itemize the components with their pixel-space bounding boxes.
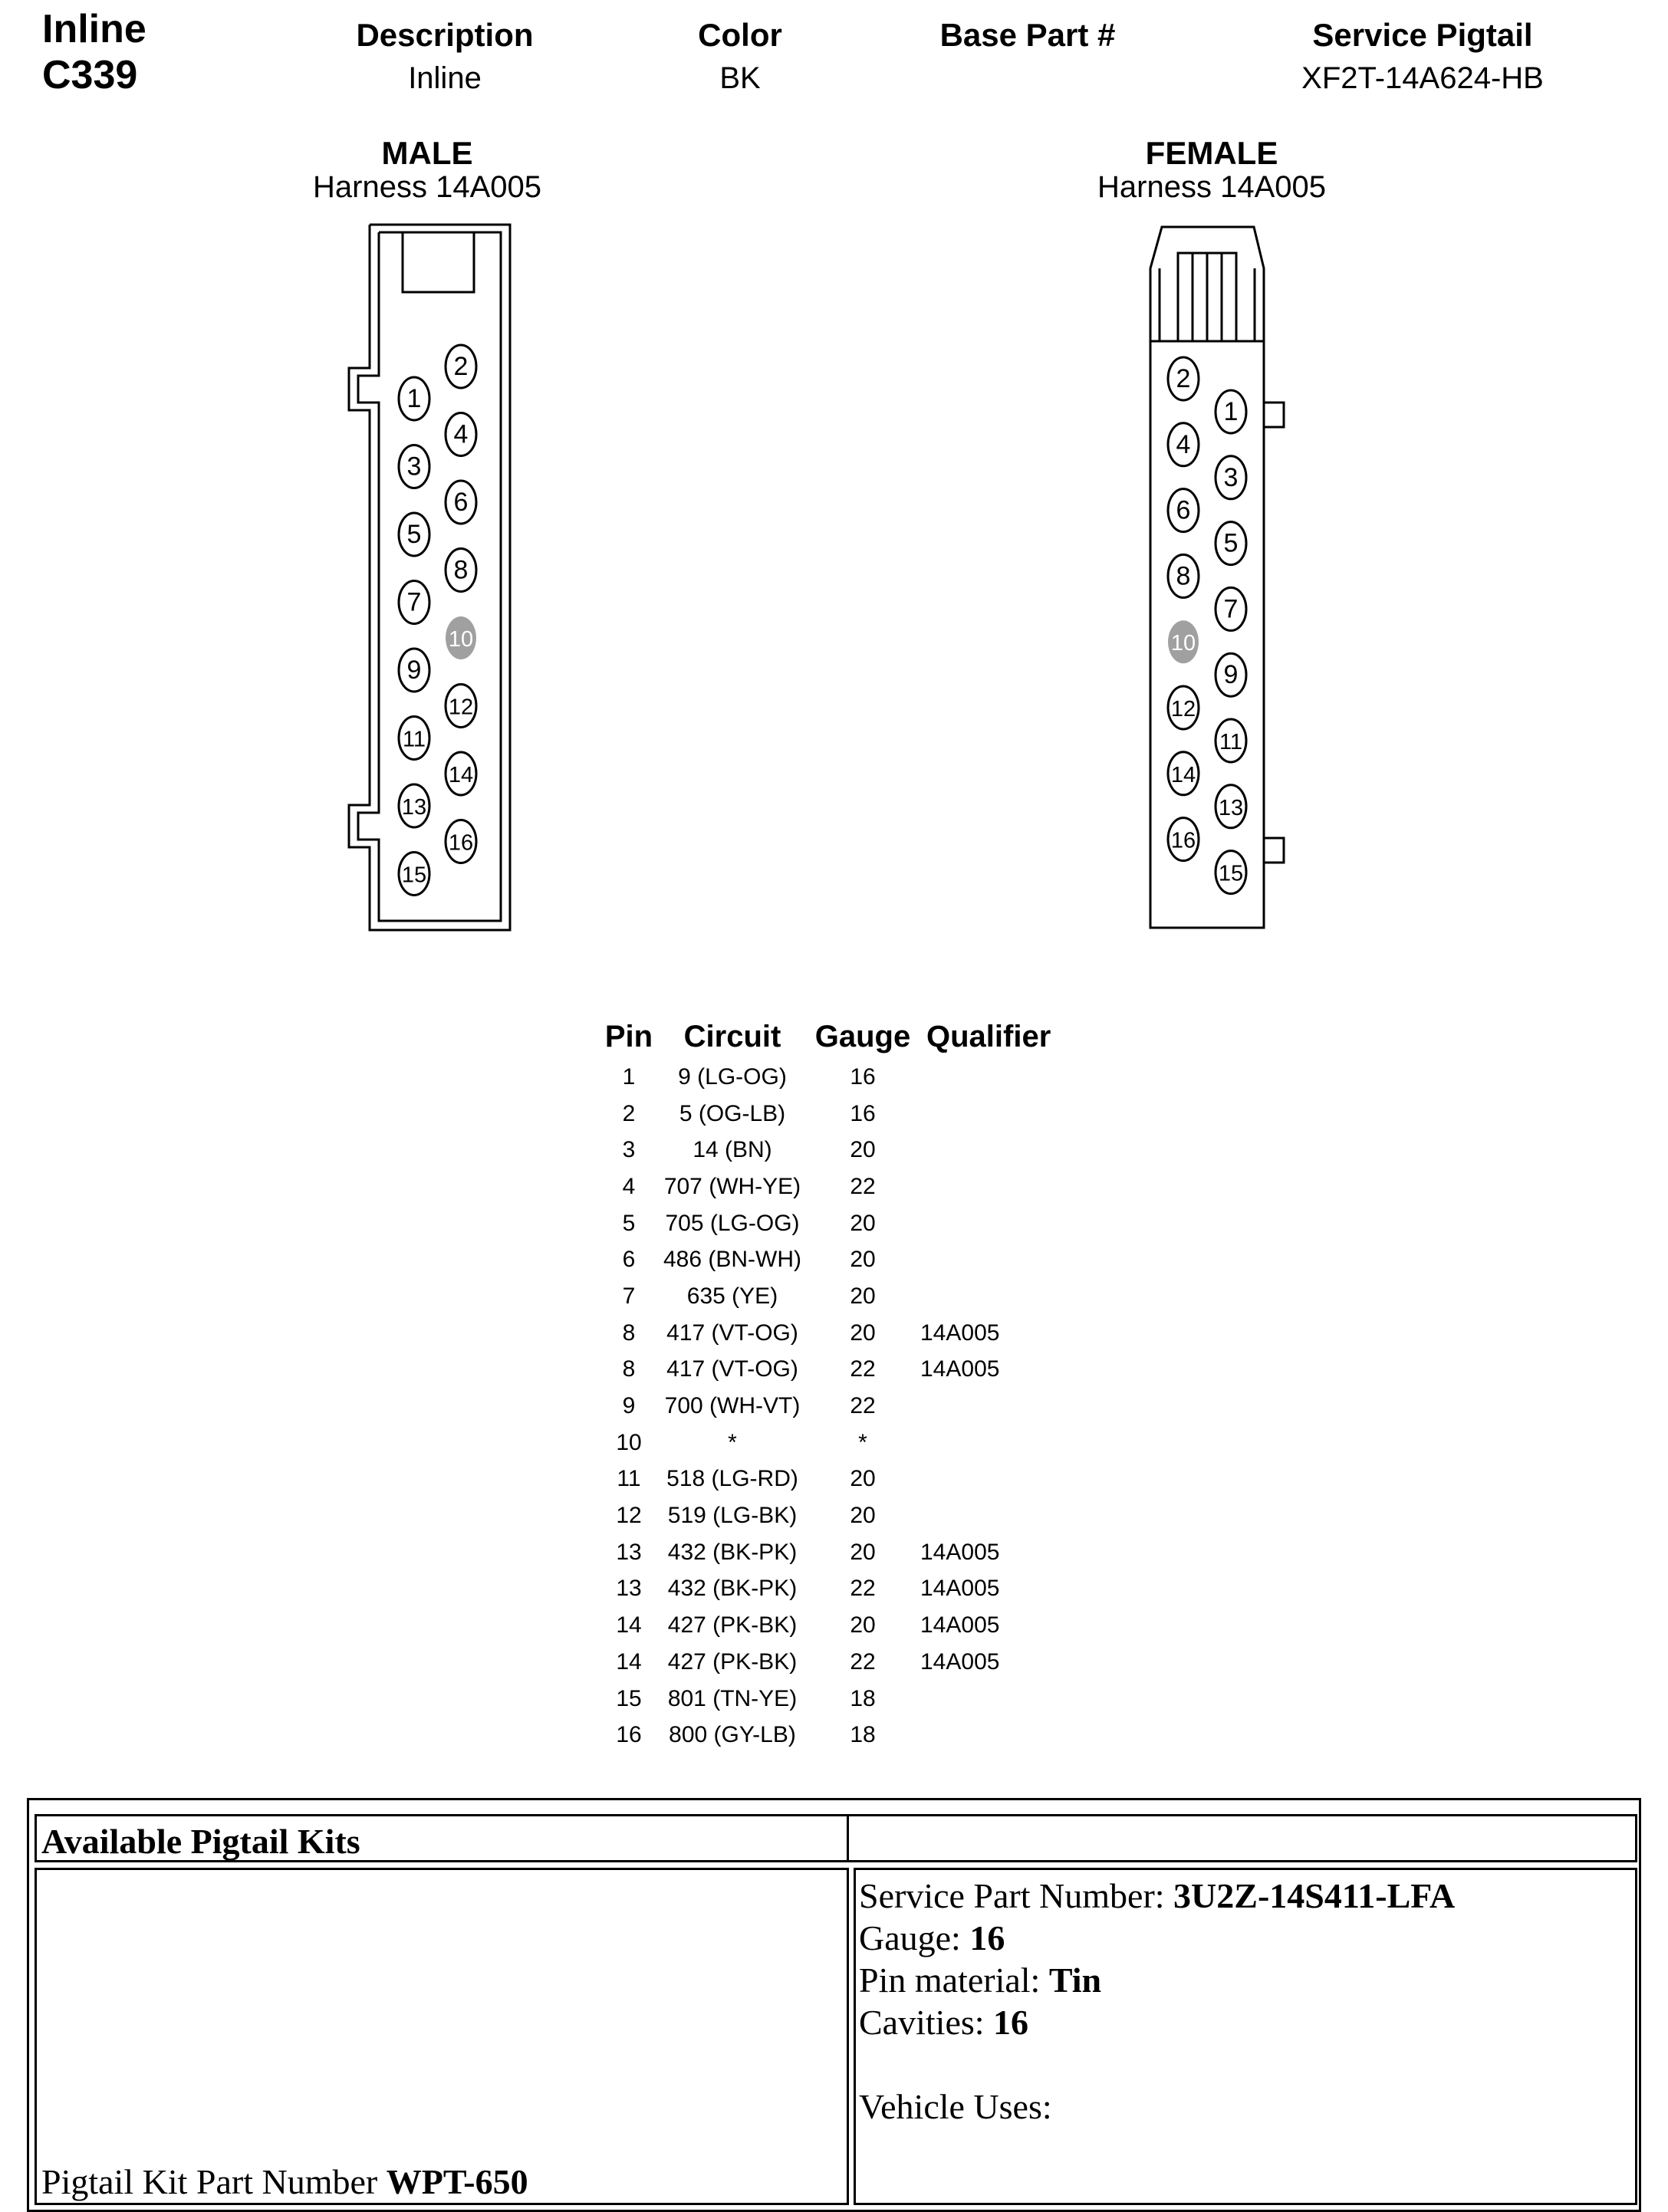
pin-cell: 11 [617, 1466, 641, 1492]
pigtail-kit-part-line [41, 2161, 528, 2203]
pin-cell: 14 [616, 1612, 642, 1638]
female-title: FEMALE [1145, 135, 1278, 171]
female-cavity-label: 14 [1170, 762, 1196, 787]
female-cavity-label: 2 [1176, 364, 1191, 393]
pigtail-kits-heading-box [35, 1814, 849, 1862]
qualifier-cell [920, 1168, 1074, 1205]
male-cavity-label: 12 [448, 695, 474, 720]
male-cavity-label: 3 [406, 452, 422, 482]
male-cavity-label: 10 [448, 627, 474, 652]
gauge-cell: 22 [850, 1648, 876, 1675]
description-header: Description [356, 17, 534, 53]
female-cavity-9 [1216, 653, 1246, 696]
pin-table-row [598, 1132, 1074, 1168]
pin-material-label: Pin material: [859, 1961, 1041, 2000]
qualifier-cell [920, 1425, 1074, 1461]
pin-cell: 15 [616, 1685, 642, 1711]
connector-type-label: Inline [42, 7, 146, 51]
pigtail-kit-number: WPT-650 [386, 2162, 528, 2201]
service-part-box [854, 1868, 1637, 2205]
gauge-line [859, 1917, 1455, 1959]
female-cavity-label: 13 [1218, 795, 1244, 820]
pin-cell: 2 [622, 1100, 636, 1126]
gauge-cell: 20 [850, 1466, 876, 1492]
pigtail-kits-heading-right-box [849, 1814, 1637, 1862]
female-cavity-label: 15 [1218, 861, 1244, 886]
pigtail-kit-part-box [35, 1868, 849, 2205]
gauge-cell: 22 [850, 1393, 876, 1419]
qualifier-cell [920, 1241, 1074, 1278]
circuit-cell: 801 (TN-YE) [667, 1685, 798, 1711]
pin-table-row [598, 1315, 1074, 1352]
pin-cell: 13 [616, 1576, 642, 1602]
female-cavity-8 [1168, 554, 1199, 597]
pin-cell: 5 [622, 1210, 636, 1236]
cavity-group [399, 345, 1246, 896]
male-cavity-label: 5 [406, 520, 422, 549]
vehicle-uses-label: Vehicle Uses: [859, 2087, 1052, 2126]
pigtail-kit-label: Pigtail Kit Part Number [41, 2162, 378, 2201]
male-cavity-label: 1 [406, 384, 422, 413]
service-part-value: 3U2Z-14S411-LFA [1173, 1876, 1456, 1915]
qualifier-cell: 14A005 [920, 1612, 1000, 1638]
pin-table-row [598, 1497, 1074, 1534]
gauge-cell: 20 [850, 1503, 876, 1529]
qualifier-cell [920, 1205, 1074, 1242]
male-cavity-1 [399, 377, 429, 420]
service-pigtail-value: XF2T-14A624-HB [1301, 61, 1544, 95]
gauge-cell: 20 [850, 1612, 876, 1638]
female-cavity-10 [1168, 620, 1199, 663]
circuit-cell: 9 (LG-OG) [678, 1063, 787, 1090]
pin-table-row [598, 1681, 1074, 1717]
gauge-cell: 16 [850, 1063, 876, 1090]
circuit-cell: 800 (GY-LB) [669, 1722, 796, 1748]
pin-cell: 16 [616, 1722, 642, 1748]
gauge-cell: 18 [850, 1685, 876, 1711]
circuit-cell: 700 (WH-VT) [664, 1393, 801, 1419]
gauge-cell: 20 [850, 1320, 876, 1346]
gauge-cell: 22 [850, 1173, 876, 1199]
male-cavity-label: 11 [402, 727, 426, 752]
circuit-cell: 432 (BK-PK) [667, 1539, 798, 1565]
female-cavity-15 [1216, 851, 1246, 894]
pin-cell: 7 [622, 1283, 636, 1309]
pin-table-header-row [598, 1020, 1074, 1059]
service-part-label: Service Part Number: [859, 1876, 1165, 1915]
pin-cell: 13 [616, 1539, 642, 1565]
qualifier-cell: 14A005 [920, 1576, 1000, 1602]
male-cavity-label: 4 [453, 419, 469, 449]
female-cavity-16 [1168, 818, 1199, 861]
female-cavity-label: 9 [1223, 660, 1239, 690]
pin-table-row [598, 1241, 1074, 1278]
color-header: Color [698, 17, 782, 53]
pin-column-header: Pin [604, 1020, 653, 1053]
qualifier-cell [920, 1388, 1074, 1425]
qualifier-cell [920, 1278, 1074, 1315]
gauge-cell: 16 [850, 1100, 876, 1126]
pin-cell: 6 [622, 1247, 636, 1273]
qualifier-cell [920, 1717, 1074, 1753]
female-cavity-label: 8 [1176, 561, 1191, 591]
female-cavity-5 [1216, 522, 1246, 565]
circuit-cell: 5 (OG-LB) [679, 1100, 786, 1126]
pin-cell: 8 [622, 1356, 636, 1382]
male-cavity-14 [446, 752, 476, 795]
pin-table-row [598, 1717, 1074, 1753]
male-cavity-label: 6 [453, 488, 469, 517]
female-cavity-label: 12 [1170, 697, 1196, 721]
qualifier-cell [920, 1497, 1074, 1534]
pin-cell: 9 [622, 1393, 636, 1419]
pin-table-row [598, 1278, 1074, 1315]
female-cavity-4 [1168, 423, 1199, 466]
male-cavity-label: 9 [406, 656, 422, 685]
female-cavity-7 [1216, 587, 1246, 630]
female-cavity-label: 1 [1223, 397, 1239, 426]
gauge-cell: 22 [850, 1576, 876, 1602]
cavities-line [859, 2001, 1455, 2043]
circuit-cell: 519 (LG-BK) [667, 1503, 798, 1529]
gauge-cell: 20 [850, 1247, 876, 1273]
pin-table-row [598, 1607, 1074, 1644]
qualifier-cell [920, 1132, 1074, 1168]
male-cavity-label: 8 [453, 555, 469, 585]
female-cavity-label: 6 [1176, 495, 1191, 525]
qualifier-cell [920, 1681, 1074, 1717]
male-title: MALE [381, 135, 473, 171]
male-cavity-6 [446, 481, 476, 524]
gauge-cell: 20 [850, 1210, 876, 1236]
pin-cell: 14 [616, 1648, 642, 1675]
qualifier-cell: 14A005 [920, 1320, 1000, 1346]
pin-cell: 1 [622, 1063, 636, 1090]
female-cavity-13 [1216, 785, 1246, 828]
male-cavity-12 [446, 685, 476, 728]
circuit-column-header: Circuit [683, 1020, 781, 1053]
female-cavity-3 [1216, 456, 1246, 499]
male-cavity-label: 14 [448, 763, 474, 787]
female-cavity-label: 11 [1219, 730, 1243, 754]
gauge-column-header: Gauge [814, 1020, 911, 1053]
male-cavity-10 [446, 616, 476, 659]
circuit-cell: 705 (LG-OG) [665, 1210, 800, 1236]
female-harness: Harness 14A005 [1097, 170, 1326, 204]
circuit-cell: 707 (WH-YE) [663, 1173, 801, 1199]
service-pigtail-header: Service Pigtail [1312, 17, 1533, 53]
female-cavity-14 [1168, 752, 1199, 795]
male-connector-body [349, 225, 510, 930]
circuit-cell: 518 (LG-RD) [666, 1466, 798, 1492]
pin-material-value: Tin [1048, 1961, 1102, 2000]
circuit-cell: 14 (BN) [693, 1137, 772, 1163]
pin-table-row [598, 1644, 1074, 1681]
female-cavity-label: 10 [1170, 631, 1196, 656]
male-cavity-5 [399, 513, 429, 556]
pin-cell: 4 [622, 1173, 636, 1199]
qualifier-cell: 14A005 [920, 1356, 1000, 1382]
male-cavity-label: 15 [401, 863, 427, 888]
gauge-cell: 22 [850, 1356, 876, 1382]
circuit-cell: 432 (BK-PK) [667, 1576, 798, 1602]
gauge-label: Gauge: [859, 1918, 961, 1957]
female-cavity-12 [1168, 686, 1199, 729]
male-cavity-label: 7 [406, 587, 422, 617]
pin-table-row [598, 1388, 1074, 1425]
male-cavity-3 [399, 445, 429, 488]
connector-diagrams [0, 0, 1668, 997]
male-cavity-9 [399, 649, 429, 692]
male-cavity-label: 2 [453, 352, 469, 381]
circuit-cell: 427 (PK-BK) [667, 1648, 798, 1675]
description-value: Inline [408, 61, 482, 95]
male-harness: Harness 14A005 [313, 170, 541, 204]
pin-table-row [598, 1534, 1074, 1571]
pin-cell: 8 [622, 1320, 636, 1346]
circuit-cell: 427 (PK-BK) [667, 1612, 798, 1638]
female-cavity-label: 4 [1176, 429, 1191, 459]
pin-table-row [598, 1425, 1074, 1461]
gauge-cell: 20 [850, 1137, 876, 1163]
female-cavity-11 [1216, 719, 1246, 762]
male-cavity-13 [399, 784, 429, 827]
cavities-value: 16 [993, 2003, 1029, 2042]
service-part-line [859, 1875, 1455, 1917]
female-cavity-6 [1168, 489, 1199, 532]
base-part-header: Base Part # [939, 17, 1116, 53]
pin-table [598, 1020, 1074, 1753]
qualifier-cell: 14A005 [920, 1539, 1000, 1565]
male-cavity-4 [446, 413, 476, 456]
qualifier-cell [920, 1461, 1074, 1498]
male-cavity-2 [446, 345, 476, 388]
pin-table-row [598, 1205, 1074, 1242]
pin-table-row [598, 1571, 1074, 1608]
female-cavity-label: 5 [1223, 528, 1239, 558]
female-connector-body [1150, 227, 1284, 928]
male-cavity-8 [446, 549, 476, 592]
cavities-label: Cavities: [859, 2003, 985, 2042]
pin-table-row [598, 1096, 1074, 1132]
female-cavity-label: 7 [1223, 594, 1239, 624]
service-part-details [859, 1875, 1455, 2128]
female-cavity-2 [1168, 357, 1199, 400]
qualifier-column-header: Qualifier [926, 1020, 1051, 1053]
circuit-cell: 635 (YE) [686, 1283, 778, 1309]
male-cavity-11 [399, 717, 429, 760]
gauge-value: 16 [969, 1918, 1005, 1957]
gauge-cell: 20 [850, 1539, 876, 1565]
pin-material-line [859, 1959, 1455, 2001]
gauge-cell: * [858, 1429, 867, 1455]
pigtail-kits-heading: Available Pigtail Kits [41, 1822, 360, 1861]
qualifier-cell: 14A005 [920, 1648, 1000, 1675]
pin-cell: 10 [616, 1429, 642, 1455]
circuit-cell: * [728, 1429, 737, 1455]
pin-table-row [598, 1059, 1074, 1096]
pin-cell: 3 [622, 1137, 636, 1163]
qualifier-cell [920, 1059, 1074, 1096]
male-cavity-label: 16 [448, 830, 474, 856]
pin-table-row [598, 1168, 1074, 1205]
male-cavity-16 [446, 820, 476, 863]
circuit-cell: 486 (BN-WH) [663, 1247, 801, 1273]
gauge-cell: 20 [850, 1283, 876, 1309]
pin-cell: 12 [616, 1503, 642, 1529]
circuit-cell: 417 (VT-OG) [666, 1356, 798, 1382]
female-cavity-1 [1216, 390, 1246, 433]
female-cavity-label: 3 [1223, 462, 1239, 492]
male-cavity-7 [399, 581, 429, 624]
color-value: BK [719, 61, 761, 95]
circuit-cell: 417 (VT-OG) [666, 1320, 798, 1346]
connector-id: C339 [42, 53, 138, 97]
pin-table-row [598, 1461, 1074, 1498]
pin-table-row [598, 1352, 1074, 1389]
male-cavity-label: 13 [401, 795, 427, 820]
qualifier-cell [920, 1096, 1074, 1132]
male-cavity-15 [399, 853, 429, 896]
female-cavity-label: 16 [1170, 828, 1196, 853]
gauge-cell: 18 [850, 1722, 876, 1748]
